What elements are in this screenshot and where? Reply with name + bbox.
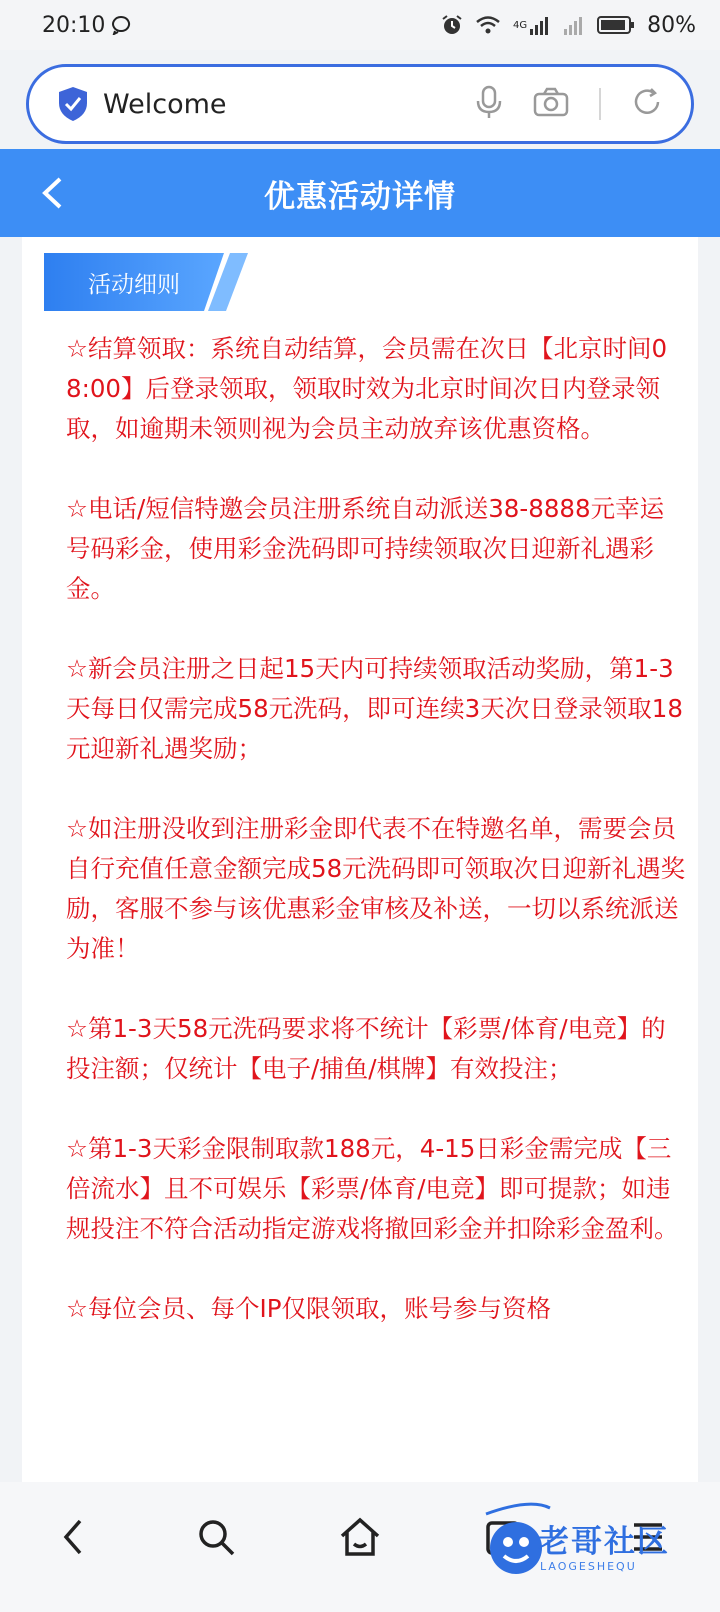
- rules-card: [22, 237, 698, 1485]
- status-time: 20:10: [42, 12, 106, 38]
- page-title: 优惠活动详情: [264, 178, 456, 215]
- chat-bubble-icon: [111, 15, 131, 35]
- camera-icon[interactable]: [533, 87, 569, 121]
- alarm-icon: [441, 14, 463, 36]
- back-button[interactable]: [30, 171, 74, 215]
- wifi-icon: [475, 15, 501, 35]
- nav-back-button[interactable]: [37, 1502, 107, 1572]
- nav-search-button[interactable]: [181, 1502, 251, 1572]
- rules-list: [66, 329, 686, 1369]
- back-icon: [60, 1517, 84, 1557]
- rule-item: ☆第1-3天彩金限制取款188元，4-15日彩金需完成【三倍流水】且不可娱乐【彩票/体育/电竞】即可提款；如违规投注不符合活动指定游戏将撤回彩金并扣除彩金盈利。: [66, 1134, 679, 1243]
- section-tag-label: 活动细则: [88, 271, 180, 298]
- rule-item: ☆结算领取：系统自动结算，会员需在次日【北京时间08:00】后登录领取，领取时效为北京时间次日内登录领取，如逾期未领则视为会员主动放弃该优惠资格。: [66, 334, 668, 443]
- address-bar[interactable]: [26, 64, 694, 144]
- nav-home-button[interactable]: [325, 1502, 395, 1572]
- signal-icon-2: [563, 15, 585, 35]
- status-right: [441, 13, 696, 38]
- rule-item: ☆每位会员、每个IP仅限领取，账号参与资格: [66, 1294, 551, 1323]
- rule-item: ☆电话/短信特邀会员注册系统自动派送38-8888元幸运号码彩金，使用彩金洗码即可持续领取次日迎新礼遇彩金。: [66, 494, 665, 603]
- watermark-subtext: LAOGESHEQU: [540, 1560, 637, 1573]
- refresh-icon[interactable]: [631, 86, 663, 122]
- address-text[interactable]: Welcome: [103, 88, 227, 120]
- content-area[interactable]: [0, 237, 720, 1485]
- status-left: [42, 13, 131, 38]
- home-icon: [338, 1516, 382, 1558]
- mic-icon[interactable]: [475, 85, 503, 123]
- watermark-logo: [480, 1494, 710, 1594]
- rule-item: ☆如注册没收到注册彩金即代表不在特邀名单，需要会员自行充值任意金额完成58元洗码即可领取次日迎新礼遇奖励，客服不参与该优惠彩金审核及补送，一切以系统派送为准！: [66, 814, 686, 963]
- rule-item: ☆第1-3天58元洗码要求将不统计【彩票/体育/电竞】的投注额；仅统计【电子/捕鱼/棋牌】有效投注；: [66, 1014, 666, 1083]
- status-bar: [0, 0, 720, 50]
- rule-item: ☆新会员注册之日起15天内可持续领取活动奖励，第1-3天每日仅需完成58元洗码，即可连续3天次日登录领取18元迎新礼遇奖励；: [66, 654, 683, 763]
- watermark-text: 老哥社区: [538, 1524, 670, 1560]
- section-tag: [44, 253, 248, 311]
- address-divider: [599, 88, 601, 120]
- chevron-left-icon: [40, 176, 64, 210]
- shield-icon: [57, 86, 89, 122]
- network-label: 4G: [512, 19, 528, 31]
- battery-icon: [597, 15, 635, 35]
- search-icon: [196, 1517, 236, 1557]
- signal-icon: [513, 15, 551, 35]
- battery-level: 80%: [647, 12, 696, 38]
- page-header: [0, 149, 720, 237]
- address-icons: [475, 85, 663, 123]
